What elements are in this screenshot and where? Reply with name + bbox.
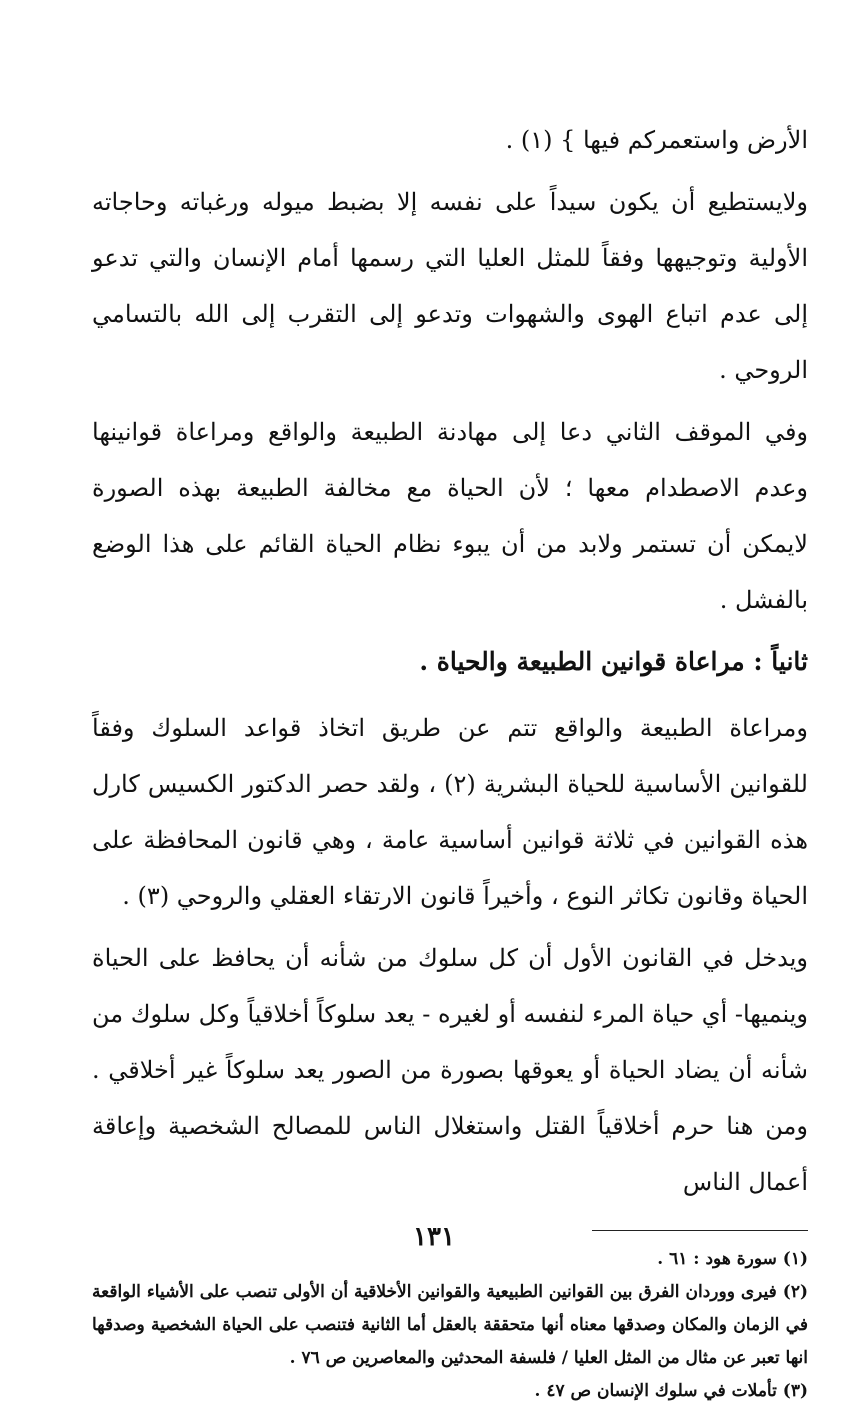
section-heading: ثانياً : مراعاة قوانين الطبيعة والحياة . — [419, 647, 808, 676]
page-number: ١٣١ — [413, 1222, 455, 1252]
page-content — [92, 112, 808, 1408]
paragraph-1: الأرض واستعمركم فيها } (١) . — [505, 126, 808, 154]
footnote-1: (١) سورة هود : ٦١ . — [657, 1249, 808, 1269]
paragraph-5: ويدخل في القانون الأول أن كل سلوك من شأنه أن يحافظ على الحياة وينميها- أي حياة المرء لنفسه أو لغيره - يعد سلوكاً أخلاقياً وكل سلوك من شأنه أن يضاد الحياة أو يعوقها بصورة من الصور يعد سلوكاً غير أخلاقي . ومن هنا حرم أخلاقياً القتل واستغلال الناس للمصالح الشخصية وإعاقة أعمال الناس — [92, 944, 808, 1196]
paragraph-3: وفي الموقف الثاني دعا إلى مهادنة الطبيعة والواقع ومراعاة قوانينها وعدم الاصطدام معها ؛ لأن الحياة مع مخالفة الطبيعة بهذه الصورة لايمكن أن تستمر ولابد من أن يبوء نظام الحياة القائم على هذا الوضع بالفشل . — [92, 418, 809, 614]
paragraph-2: ولايستطيع أن يكون سيداً على نفسه إلا بضبط ميوله ورغباته وحاجاته الأولية وتوجيهها وفقاً للمثل العليا التي رسمها أمام الإنسان والتي تدعو إلى عدم اتباع الهوى والشهوات وتدعو إلى التقرب إلى الله بالتسامي الروحي . — [92, 188, 808, 384]
footnote-3: (٣) تأملات في سلوك الإنسان ص ٤٧ . — [534, 1381, 808, 1401]
paragraph-4: ومراعاة الطبيعة والواقع تتم عن طريق اتخاذ قواعد السلوك وفقاً للقوانين الأساسية للحياة البشرية (٢) ، ولقد حصر الدكتور الكسيس كارل هذه القوانين في ثلاثة قوانين أساسية عامة ، وهي قانون المحافظة على الحياة وقانون تكاثر النوع ، وأخيراً قانون الارتقاء العقلي والروحي (٣) . — [92, 714, 808, 910]
footnote-2: (٢) فيرى ووردان الفرق بين القوانين الطبيعية والقوانين الأخلاقية أن الأولى تنصب على الأشياء الواقعة في الزمان والمكان وصدقها معناه أنها متحققة بالعقل أما الثانية فتنصب على الحياة الشخصية وصدقها انها تعبر عن مثال من المثل العليا / فلسفة المحدثين والمعاصرين ص ٧٦ . — [92, 1282, 808, 1368]
footnotes — [92, 1243, 808, 1408]
